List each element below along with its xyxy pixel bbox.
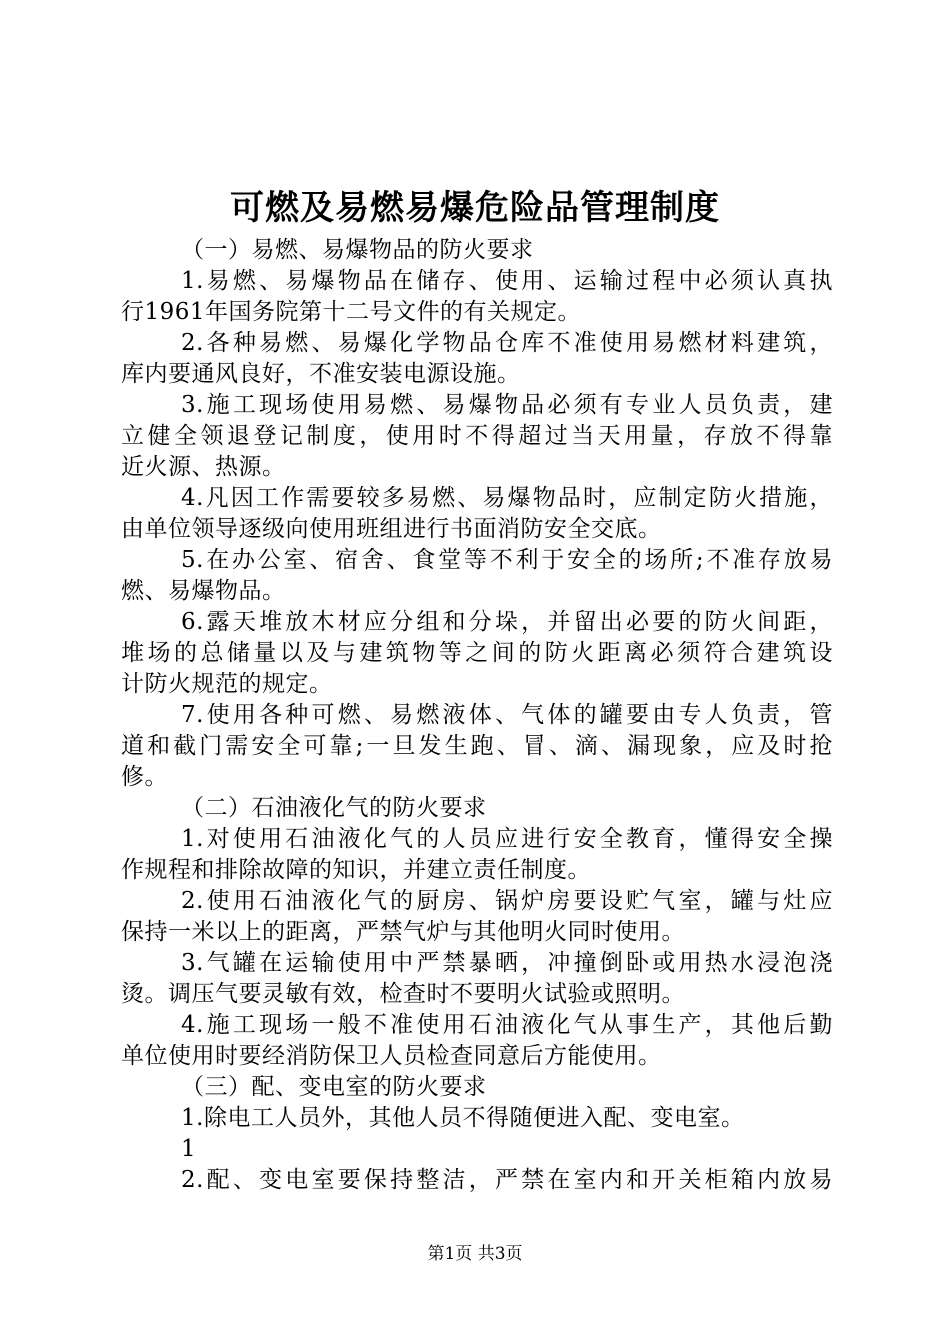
page-footer: 第1页 共3页 bbox=[427, 1244, 523, 1264]
paragraph-first-line: 1.对使用石油液化气的人员应进行安全教育，懂得安全操 bbox=[181, 826, 833, 852]
paragraph-line: 道和截门需安全可靠;一旦发生跑、冒、滴、漏现象，应及时抢 bbox=[121, 733, 833, 759]
paragraph-line: 燃、易爆物品。 bbox=[121, 578, 286, 604]
paragraph-first-line: 4.凡因工作需要较多易燃、易爆物品时，应制定防火措施， bbox=[181, 485, 833, 511]
paragraph-line: 堆场的总储量以及与建筑物等之间的防火距离必须符合建筑设 bbox=[121, 640, 833, 666]
page-number-mark: 1 bbox=[181, 1136, 197, 1162]
paragraph-first-line: 1.易燃、易爆物品在储存、使用、运输过程中必须认真执 bbox=[181, 268, 833, 294]
paragraph-line: 修。 bbox=[121, 764, 168, 790]
paragraph-first-line: 1.除电工人员外，其他人员不得随便进入配、变电室。 bbox=[181, 1105, 745, 1131]
paragraph-line: 立健全领退登记制度，使用时不得超过当天用量，存放不得靠 bbox=[121, 423, 833, 449]
paragraph-first-line: 5.在办公室、宿舍、食堂等不利于安全的场所;不准存放易 bbox=[181, 547, 833, 573]
paragraph-first-line: 6.露天堆放木材应分组和分垛，并留出必要的防火间距， bbox=[181, 609, 833, 635]
paragraph-first-line: 3.气罐在运输使用中严禁暴晒，冲撞倒卧或用热水浸泡浇 bbox=[181, 950, 833, 976]
paragraph-first-line: 2.配、变电室要保持整洁，严禁在室内和开关柜箱内放易 bbox=[181, 1167, 833, 1193]
section-heading: （三）配、变电室的防火要求 bbox=[181, 1074, 487, 1100]
paragraph-line: 近火源、热源。 bbox=[121, 454, 286, 480]
paragraph-line: 烫。调压气要灵敏有效，检查时不要明火试验或照明。 bbox=[121, 981, 685, 1007]
paragraph-line: 行1961年国务院第十二号文件的有关规定。 bbox=[121, 299, 582, 325]
paragraph-line: 单位使用时要经消防保卫人员检查同意后方能使用。 bbox=[121, 1043, 662, 1069]
section-heading: （一）易燃、易爆物品的防火要求 bbox=[181, 237, 534, 263]
paragraph-line: 保持一米以上的距离，严禁气炉与其他明火同时使用。 bbox=[121, 919, 685, 945]
paragraph-line: 库内要通风良好，不准安装电源设施。 bbox=[121, 361, 521, 387]
paragraph-line: 计防火规范的规定。 bbox=[121, 671, 333, 697]
paragraph-first-line: 4.施工现场一般不准使用石油液化气从事生产，其他后勤 bbox=[181, 1012, 833, 1038]
section-heading: （二）石油液化气的防火要求 bbox=[181, 795, 487, 821]
paragraph-first-line: 7.使用各种可燃、易燃液体、气体的罐要由专人负责，管 bbox=[181, 702, 833, 728]
paragraph-first-line: 2.使用石油液化气的厨房、锅炉房要设贮气室，罐与灶应 bbox=[181, 888, 833, 914]
document-title: 可燃及易燃易爆危险品管理制度 bbox=[230, 188, 720, 228]
document-body bbox=[121, 235, 833, 1196]
paragraph-first-line: 2.各种易燃、易爆化学物品仓库不准使用易燃材料建筑， bbox=[181, 330, 833, 356]
paragraph-first-line: 3.施工现场使用易燃、易爆物品必须有专业人员负责，建 bbox=[181, 392, 833, 418]
paragraph-line: 由单位领导逐级向使用班组进行书面消防安全交底。 bbox=[121, 516, 662, 542]
paragraph-line: 作规程和排除故障的知识，并建立责任制度。 bbox=[121, 857, 591, 883]
